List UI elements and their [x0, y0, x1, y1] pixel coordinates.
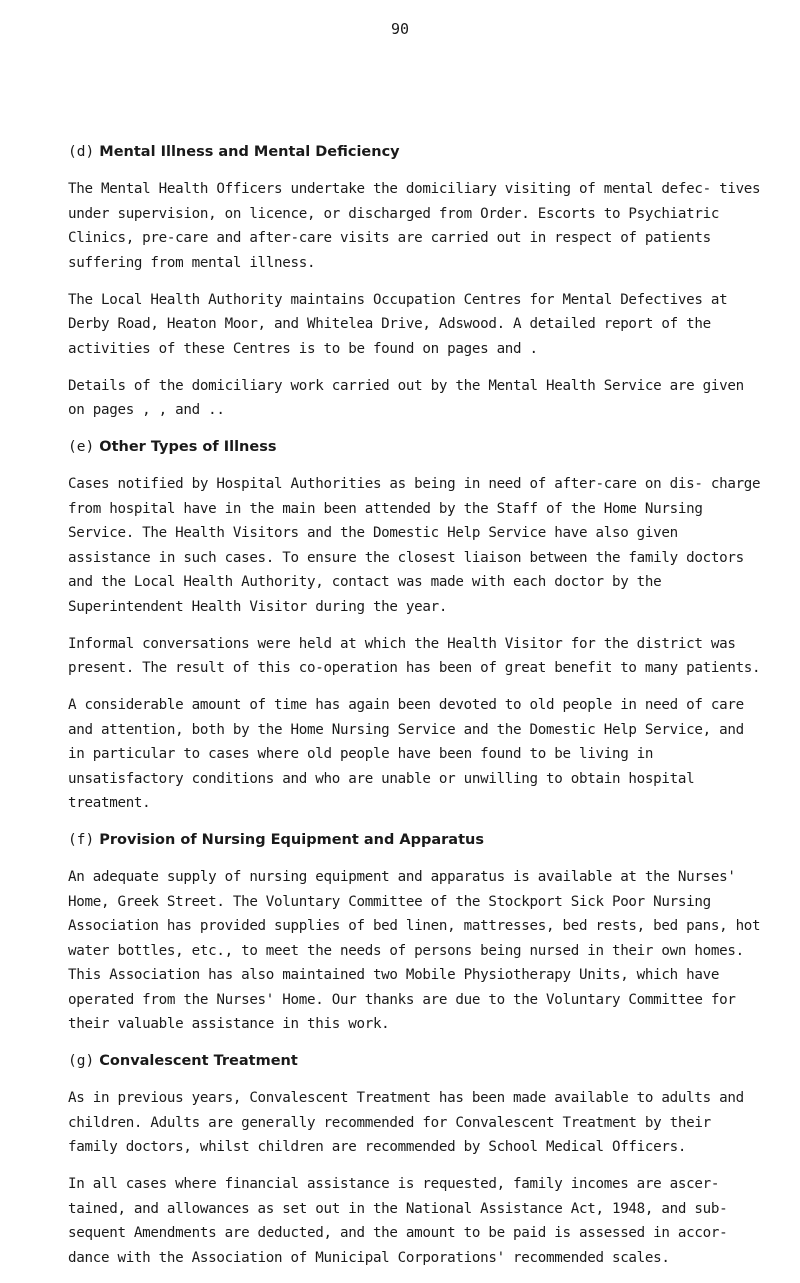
- paragraph: A considerable amount of time has again been devoted to old people in need of care and attention, both by the Home Nursing Service and the Domestic Help Service, and in particular to cases where old people have been found to be living in unsatisfactory conditions and who are unable or unwilling to obtain hospital treatment.: [68, 697, 744, 811]
- paragraph: The Mental Health Officers undertake the domiciliary visiting of mental defec- tives under supervision, on licence, or discharged from Order. Escorts to Psychiatric Clinics, pre-care and after-care visits are carried out in respect of patients suffering from mental illness.: [68, 181, 761, 271]
- section-heading-convalescent-treatment: [68, 1049, 768, 1074]
- section-letter: (f): [68, 832, 95, 848]
- section-heading-nursing-equipment: [68, 828, 768, 853]
- paragraph: The Local Health Authority maintains Occupation Centres for Mental Defectives at Derby Road, Heaton Moor, and Whitelea Drive, Adswood. A detailed report of the activities of these Centres is to be found on pages and .: [68, 291, 728, 357]
- section-title: Convalescent Treatment: [99, 1053, 298, 1069]
- paragraph: An adequate supply of nursing equipment and apparatus is available at the Nurses' Home, Greek Street. The Voluntary Committee of the Stockport Sick Poor Nursing Association has provided supplies of bed linen, mattresses, bed rests, bed pans, hot water bottles, etc., to meet the needs of persons being nursed in their own homes. This Association has also maintained two Mobile Physiotherapy Units, which have operated from the Nurses' Home. Our thanks are due to the Voluntary Committee for their valuable assistance in this work.: [68, 869, 761, 1032]
- paragraph: Cases notified by Hospital Authorities as being in need of after-care on dis- charge from hospital have in the main been attended by the Staff of the Home Nursing Service. The Health Visitors and the Domestic Help Service have also given assistance in such cases. To ensure the closest liaison between the family doctors and the Local Health Authority, contact was made with each doctor by the Superintendent Health Visitor during the year.: [68, 476, 761, 615]
- section-title: Other Types of Illness: [99, 439, 277, 455]
- section-letter: (g): [68, 1053, 95, 1069]
- section-title: Provision of Nursing Equipment and Apparatus: [99, 832, 484, 848]
- section-letter: (e): [68, 439, 95, 455]
- paragraph: As in previous years, Convalescent Treatment has been made available to adults and children. Adults are generally recommended for Convalescent Treatment by their family doctors, whilst children are recommended by School Medical Officers.: [68, 1090, 744, 1155]
- section-heading-mental-illness: [68, 140, 768, 165]
- section-heading-other-illness: [68, 435, 768, 460]
- section-letter: (d): [68, 144, 95, 160]
- paragraph: In all cases where financial assistance is requested, family incomes are ascer- tained, and allowances as set out in the National Assistance Act, 1948, and sub- sequent Amendments are deducted, and the amount to be paid is assessed in accor- dance with the Association of Municipal Corporations' recommended scales.: [68, 1176, 728, 1266]
- paragraph: Informal conversations were held at which the Health Visitor for the district was present. The result of this co-operation has been of great benefit to many patients.: [68, 635, 761, 676]
- section-title: Mental Illness and Mental Deficiency: [99, 144, 400, 160]
- paragraph: Details of the domiciliary work carried out by the Mental Health Service are given on pages , , and ..: [68, 377, 744, 418]
- page-number: 90: [390, 20, 410, 38]
- body-text: [68, 140, 768, 1283]
